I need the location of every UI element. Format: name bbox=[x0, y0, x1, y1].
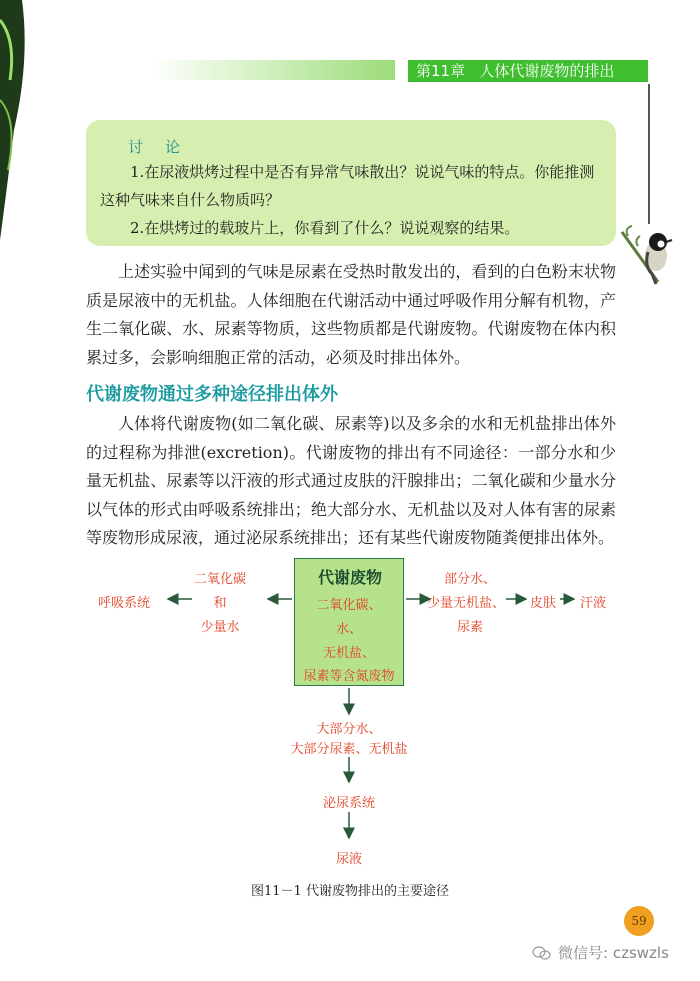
center-item-1: 二氧化碳、 bbox=[316, 598, 382, 613]
right-item-3: 尿素 bbox=[456, 620, 483, 635]
left-item-1: 二氧化碳 bbox=[193, 572, 246, 587]
body-paragraph-1: 上述实验中闻到的气味是尿素在受热时散发出的，看到的白色粉末状物质是尿液中的无机盐。人体细胞在代谢活动中通过呼吸作用分解有机物，产生二氧化碳、水、尿素等物质，这些物质都是代谢废物。代谢废物在体内积累过多，会影响细胞正常的活动，必须及时排出体外。 bbox=[86, 262, 616, 367]
discussion-title: 讨论 bbox=[128, 138, 203, 156]
center-item-3: 无机盐、 bbox=[322, 646, 375, 661]
center-item-2: 水、 bbox=[335, 622, 362, 637]
down-item-2: 大部分尿素、无机盐 bbox=[290, 742, 408, 757]
center-item-4: 尿素等含氮废物 bbox=[303, 669, 395, 684]
urine: 尿液 bbox=[335, 852, 362, 867]
discussion-box bbox=[86, 120, 616, 246]
sweat: 汗液 bbox=[579, 596, 606, 611]
right-item-2: 少量无机盐、 bbox=[426, 596, 505, 611]
section-title: 代谢废物通过多种途径排出体外 bbox=[86, 384, 338, 405]
discussion-question-2: 2.在烘烤过的载玻片上，你看到了什么？说说观察的结果。 bbox=[130, 219, 520, 237]
wechat-text: 微信号: czswzls bbox=[558, 944, 669, 962]
discussion-question-1: 1.在尿液烘烤过程中是否有异常气味散出？说说气味的特点。你能推测这种气味来自什么物质吗？ bbox=[100, 163, 595, 209]
leaf-decoration bbox=[0, 0, 30, 240]
respiratory-system: 呼吸系统 bbox=[97, 596, 150, 611]
figure-caption: 图11－1 代谢废物排出的主要途径 bbox=[251, 884, 449, 899]
left-item-3: 少量水 bbox=[200, 620, 240, 635]
down-item-1: 大部分水、 bbox=[316, 722, 382, 737]
right-item-1: 部分水、 bbox=[443, 572, 496, 587]
center-title: 代谢废物 bbox=[317, 568, 382, 587]
bird-illustration bbox=[618, 222, 678, 292]
header-gradient-bar bbox=[150, 60, 395, 80]
header-divider bbox=[648, 84, 650, 224]
body-paragraph-2: 人体将代谢废物(如二氧化碳、尿素等)以及多余的水和无机盐排出体外的过程称为排泄(excretion)。代谢废物的排出有不同途径：一部分水和少量无机盐、尿素等以汗液的形式通过皮肤的汗腺排出；二氧化碳和少量水分以气体的形式由呼吸系统排出；绝大部分水、无机盐以及对人体有害的尿素等废物形成尿液，通过泌尿系统排出；还有某些代谢废物随粪便排出体外。 bbox=[86, 414, 616, 547]
page-number: 59 bbox=[624, 906, 654, 936]
chapter-header: 第11章 人体代谢废物的排出 bbox=[408, 60, 648, 82]
excretion-diagram bbox=[0, 550, 700, 910]
left-item-2: 和 bbox=[213, 596, 227, 611]
skin: 皮肤 bbox=[529, 596, 556, 611]
wechat-icon bbox=[532, 946, 552, 960]
wechat-watermark bbox=[532, 942, 669, 963]
urinary-system: 泌尿系统 bbox=[322, 796, 375, 811]
